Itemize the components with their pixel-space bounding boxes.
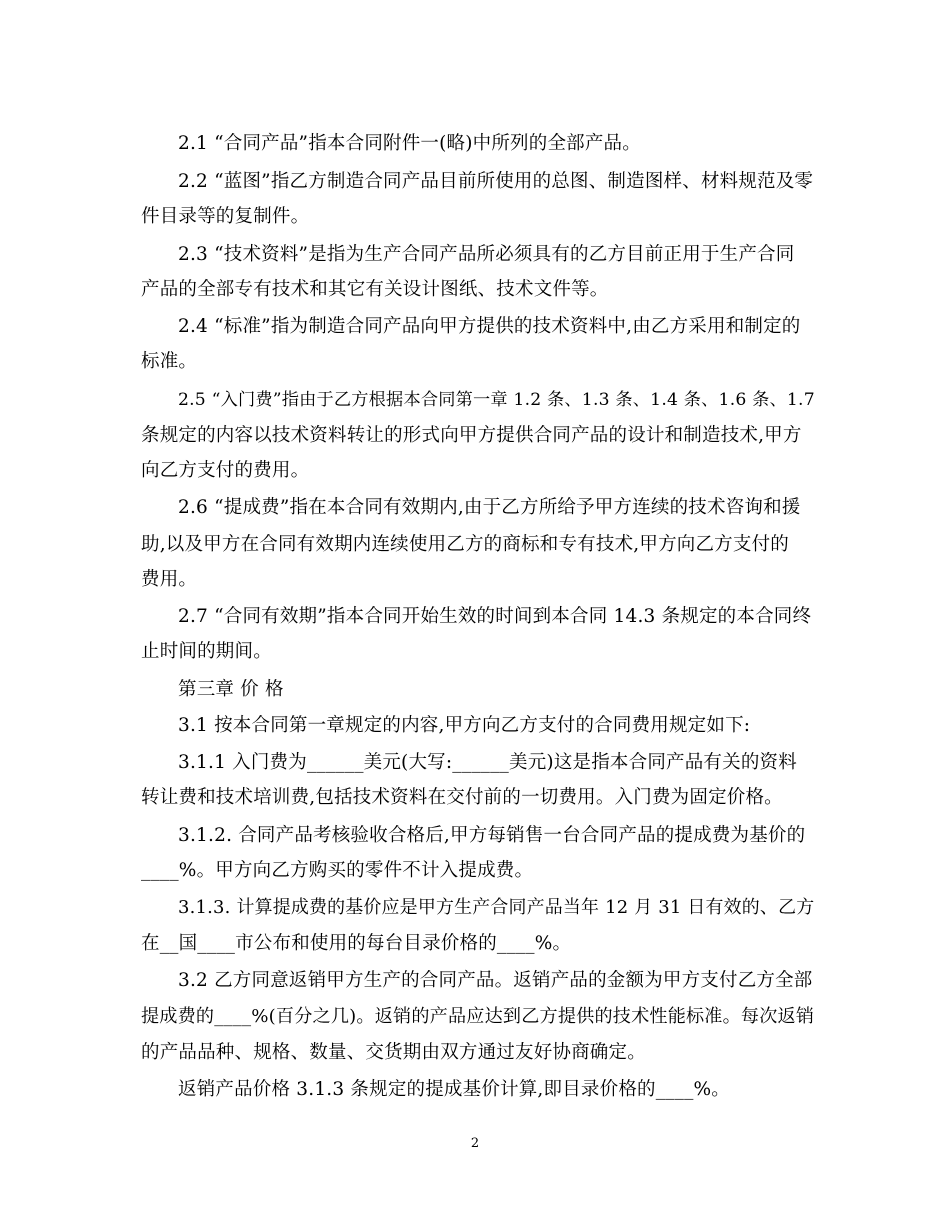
clause-2-4: 2.4 “标准”指为制造合同产品向甲方提供的技术资料中,由乙方采用和制定的 bbox=[178, 316, 801, 337]
clause-2-6-cont-1: 助,以及甲方在合同有效期内连续使用乙方的商标和专有技术,甲方向乙方支付的 bbox=[141, 534, 789, 555]
clause-3-1-2-cont: ____%。甲方向乙方购买的零件不计入提成费。 bbox=[141, 860, 534, 881]
clause-2-7-cont: 止时间的期间。 bbox=[141, 641, 272, 662]
clause-2-6-cont-2: 费用。 bbox=[141, 569, 198, 590]
chapter-3-heading: 第三章 价 格 bbox=[178, 679, 284, 700]
clause-2-4-cont: 标准。 bbox=[141, 351, 198, 372]
clause-2-2-cont: 件目录等的复制件。 bbox=[141, 206, 310, 227]
clause-3-1-1-cont: 转让费和技术培训费,包括技术资料在交付前的一切费用。入门费为固定价格。 bbox=[141, 787, 783, 808]
clause-2-2: 2.2 “蓝图”指乙方制造合同产品目前所使用的总图、制造图样、材料规范及零 bbox=[178, 171, 814, 192]
clause-2-6: 2.6 “提成费”指在本合同有效期内,由于乙方所给予甲方连续的技术咨询和援 bbox=[178, 497, 801, 518]
clause-2-5-cont-1: 条规定的内容以技术资料转让的形式向甲方提供合同产品的设计和制造技术,甲方 bbox=[141, 425, 802, 446]
clause-3-2-cont-2: 的产品品种、规格、数量、交货期由双方通过友好协商确定。 bbox=[141, 1042, 646, 1063]
clause-3-2-cont-1: 提成费的____%(百分之几)。返销的产品应达到乙方提供的技术性能标准。每次返销 bbox=[141, 1006, 815, 1027]
clause-3-2: 3.2 乙方同意返销甲方生产的合同产品。返销产品的金额为甲方支付乙方全部 bbox=[178, 970, 813, 991]
clause-2-5: 2.5 “入门费”指由于乙方根据本合同第一章 1.2 条、1.3 条、1.4 条、1.6 条、1.7 bbox=[178, 390, 815, 410]
clause-2-1: 2.1 “合同产品”指本合同附件一(略)中所列的全部产品。 bbox=[178, 133, 641, 154]
clause-2-3: 2.3 “技术资料”是指为生产合同产品所必须具有的乙方目前正用于生产合同 bbox=[178, 244, 795, 265]
clause-3-1-1: 3.1.1 入门费为______美元(大写:______美元)这是指本合同产品有关的资料 bbox=[178, 752, 797, 773]
clause-3-1-3-cont: 在__国____市公布和使用的每台目录价格的____%。 bbox=[141, 933, 572, 954]
page-number: 2 bbox=[470, 1136, 480, 1151]
clause-3-1-3: 3.1.3. 计算提成费的基价应是甲方生产合同产品当年 12 月 31 日有效的、乙方 bbox=[178, 897, 815, 918]
clause-2-7: 2.7 “合同有效期”指本合同开始生效的时间到本合同 14.3 条规定的本合同终 bbox=[178, 606, 812, 627]
buyback-price-clause: 返销产品价格 3.1.3 条规定的提成基价计算,即目录价格的____%。 bbox=[178, 1079, 730, 1100]
clause-2-3-cont: 产品的全部专有技术和其它有关设计图纸、技术文件等。 bbox=[141, 279, 609, 300]
clause-3-1-2: 3.1.2. 合同产品考核验收合格后,甲方每销售一台合同产品的提成费为基价的 bbox=[178, 825, 806, 846]
clause-3-1: 3.1 按本合同第一章规定的内容,甲方向乙方支付的合同费用规定如下: bbox=[178, 715, 751, 736]
clause-2-5-cont-2: 向乙方支付的费用。 bbox=[141, 460, 310, 481]
